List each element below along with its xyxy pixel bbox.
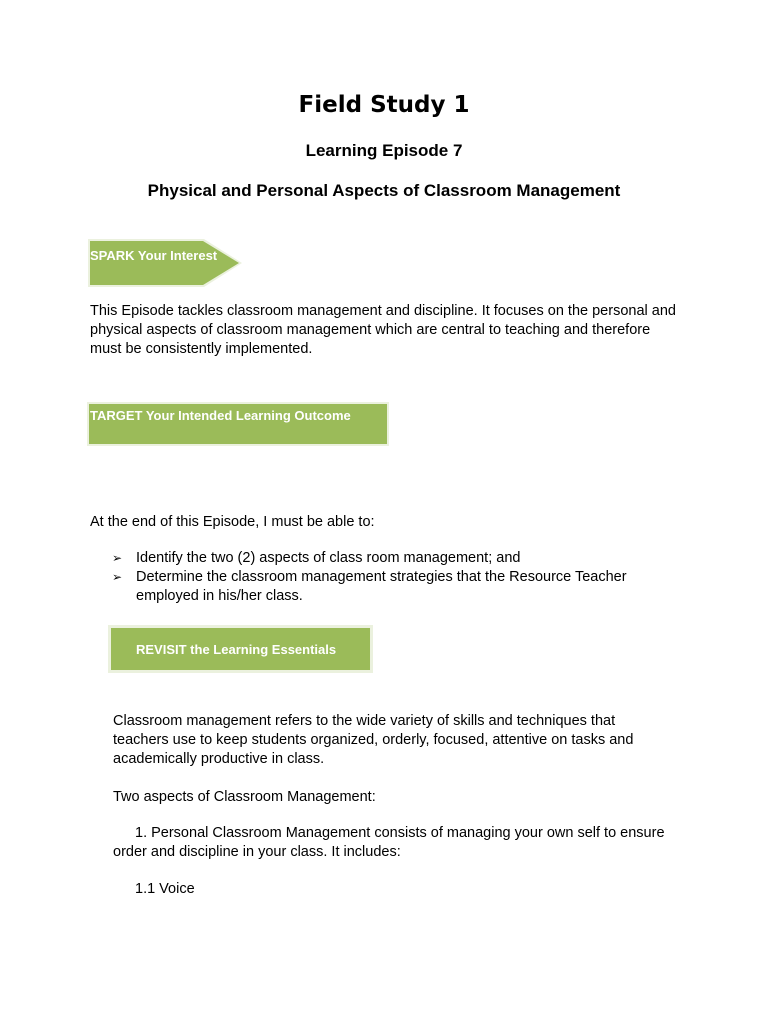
list-item-text: Identify the two (2) aspects of class room management; and — [136, 550, 521, 566]
episode-heading: Learning Episode 7 — [305, 141, 463, 160]
personal-management-paragraph: 1. Personal Classroom Management consists of managing your own self to ensure order and discipline in your class. It includes: — [113, 825, 665, 860]
voice-subitem: 1.1 Voice — [135, 881, 195, 897]
outcomes-intro: At the end of this Episode, I must be able to: — [90, 514, 375, 530]
arrow-bullet-icon: ➢ — [112, 570, 123, 584]
outcomes-list — [112, 549, 672, 606]
document-title: Field Study 1 — [298, 92, 470, 118]
aspects-intro: Two aspects of Classroom Management: — [113, 789, 376, 805]
topic-heading: Physical and Personal Aspects of Classroom Management — [147, 181, 621, 200]
arrow-bullet-icon: ➢ — [112, 551, 123, 565]
spark-banner — [86, 237, 246, 289]
spark-label: SPARK Your Interest — [90, 248, 218, 263]
target-label: TARGET Your Intended Learning Outcome — [90, 408, 351, 423]
list-item — [112, 549, 672, 568]
list-item — [112, 568, 672, 606]
revisit-banner — [108, 625, 373, 673]
revisit-label: REVISIT the Learning Essentials — [136, 642, 337, 657]
spark-paragraph: This Episode tackles classroom management and discipline. It focuses on the personal and physical aspects of classroom management which are central to teaching and therefore must be consistently implemented. — [90, 303, 676, 357]
definition-paragraph: Classroom management refers to the wide variety of skills and techniques that teachers use to keep students organized, orderly, focused, attentive on tasks and academically productive in class. — [113, 713, 634, 767]
list-item-text: Determine the classroom management strategies that the Resource Teacher employed in his/her class. — [136, 569, 627, 604]
target-banner — [87, 402, 389, 446]
